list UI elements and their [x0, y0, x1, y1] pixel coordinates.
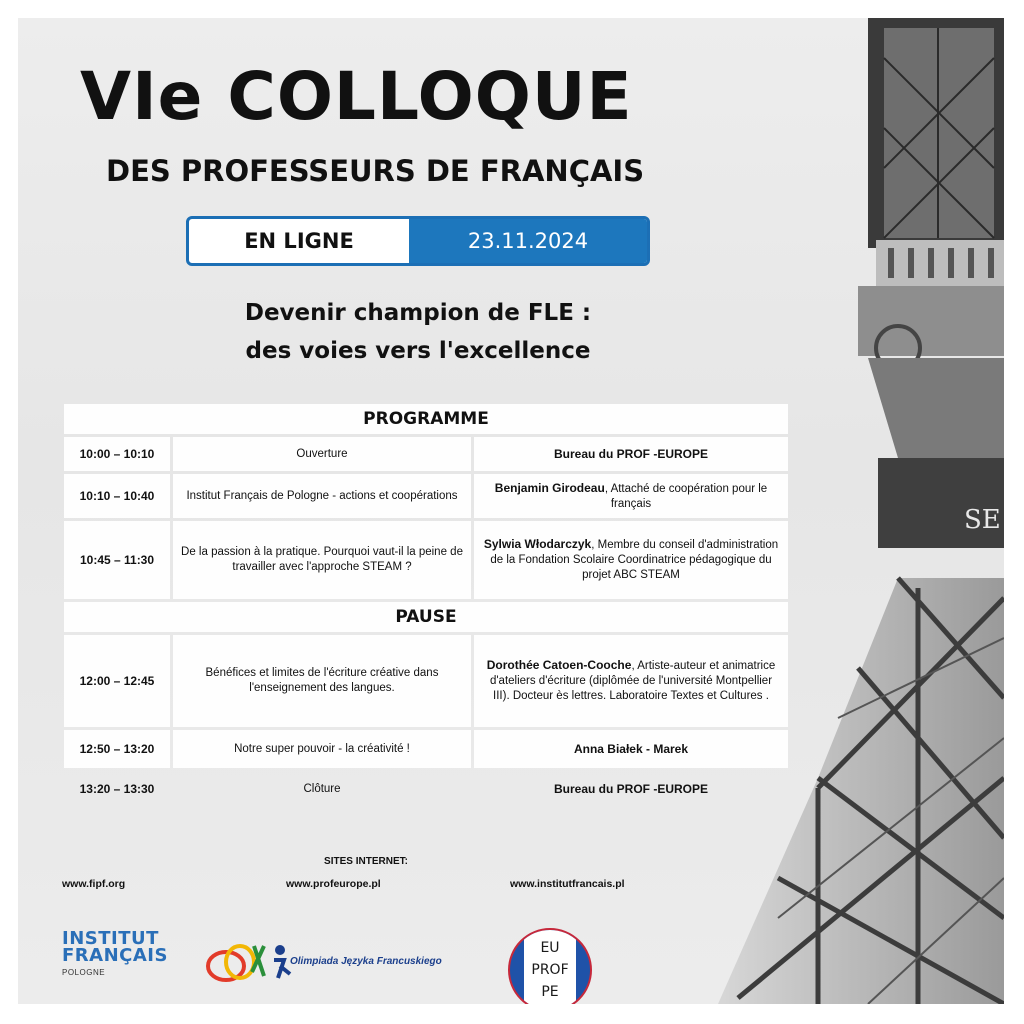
row-time: 12:50 – 13:20 [64, 730, 170, 768]
row-speaker [474, 521, 788, 599]
row-time: 13:20 – 13:30 [79, 781, 155, 796]
institut-francais-logo: INSTITUT FRANÇAIS POLOGNE [62, 928, 168, 977]
row-speaker [474, 635, 788, 727]
row-time: 10:00 – 10:10 [64, 437, 170, 471]
speaker-name: Benjamin Girodeau [494, 480, 605, 495]
programme-table [64, 404, 788, 810]
theme-line-1: Devenir champion de FLE : [244, 300, 592, 326]
programme-heading: PROGRAMME [64, 404, 788, 434]
speaker-detail: , Attaché de coopération pour le français [604, 482, 768, 510]
speaker-name: Anna Białek - Marek [573, 741, 689, 756]
event-title: VIe COLLOQUE [80, 58, 633, 135]
row-title: Ouverture [173, 437, 471, 471]
row-time: 10:10 – 10:40 [64, 474, 170, 518]
format-label: EN LIGNE [244, 229, 354, 253]
site-link-institutfrancais[interactable]: www.institutfrancais.pl [510, 878, 625, 890]
row-time: 12:00 – 12:45 [64, 635, 170, 727]
site-link-profeurope[interactable]: www.profeurope.pl [286, 878, 381, 890]
speaker-name: Bureau du PROF -EUROPE [553, 446, 708, 461]
row-title: Institut Français de Pologne - actions et coopérations [173, 474, 471, 518]
sites-label: SITES INTERNET: [324, 856, 408, 867]
table-row [64, 521, 788, 599]
row-title: Clôture [303, 782, 341, 795]
poster [18, 18, 1004, 1004]
row-speaker [474, 771, 788, 807]
event-subtitle: DES PROFESSEURS DE FRANÇAIS [106, 154, 645, 188]
table-row [64, 771, 788, 807]
speaker-name: Bureau du PROF -EUROPE [553, 781, 708, 796]
speaker-name: Dorothée Catoen-Cooche [486, 658, 632, 672]
event-date: 23.11.2024 [409, 219, 647, 263]
olympiad-logo: Olimpiada Języka Francuskiego [204, 932, 454, 992]
theme-line-2: des voies vers l'excellence [245, 338, 591, 364]
table-row [64, 474, 788, 518]
pause-heading: PAUSE [64, 602, 788, 632]
table-row [64, 730, 788, 768]
table-row [64, 635, 788, 727]
site-link-fipf[interactable]: www.fipf.org [62, 878, 126, 890]
speaker-detail: , Membre du conseil d'administration de la Fondation Scolaire Coordinatrice pédagogique du projet ABC STEAM [490, 539, 779, 581]
olympiad-emblem-icon [204, 932, 294, 992]
row-speaker [474, 474, 788, 518]
row-speaker [474, 730, 788, 768]
tower-sign: SE [964, 505, 1001, 535]
format-date-badge [186, 216, 650, 266]
event-theme [158, 294, 678, 370]
prof-europe-logo: EU PROF PE [508, 928, 592, 1004]
row-speaker [474, 437, 788, 471]
row-title: Notre super pouvoir - la créativité ! [173, 730, 471, 768]
row-title: Bénéfices et limites de l'écriture créative dans l'enseignement des langues. [173, 635, 471, 727]
speaker-name: Sylwia Włodarczyk [483, 537, 592, 551]
table-row [64, 437, 788, 471]
speaker-detail: , Artiste-auteur et animatrice d'ateliers d'écriture (diplômée de l'université Montpellier III). Docteur ès lettres. Laboratoire Textes et Cultures . [489, 660, 776, 702]
row-time: 10:45 – 11:30 [64, 521, 170, 599]
row-title: De la passion à la pratique. Pourquoi vaut-il la peine de travailler avec l'approche STEAM ? [173, 521, 471, 599]
